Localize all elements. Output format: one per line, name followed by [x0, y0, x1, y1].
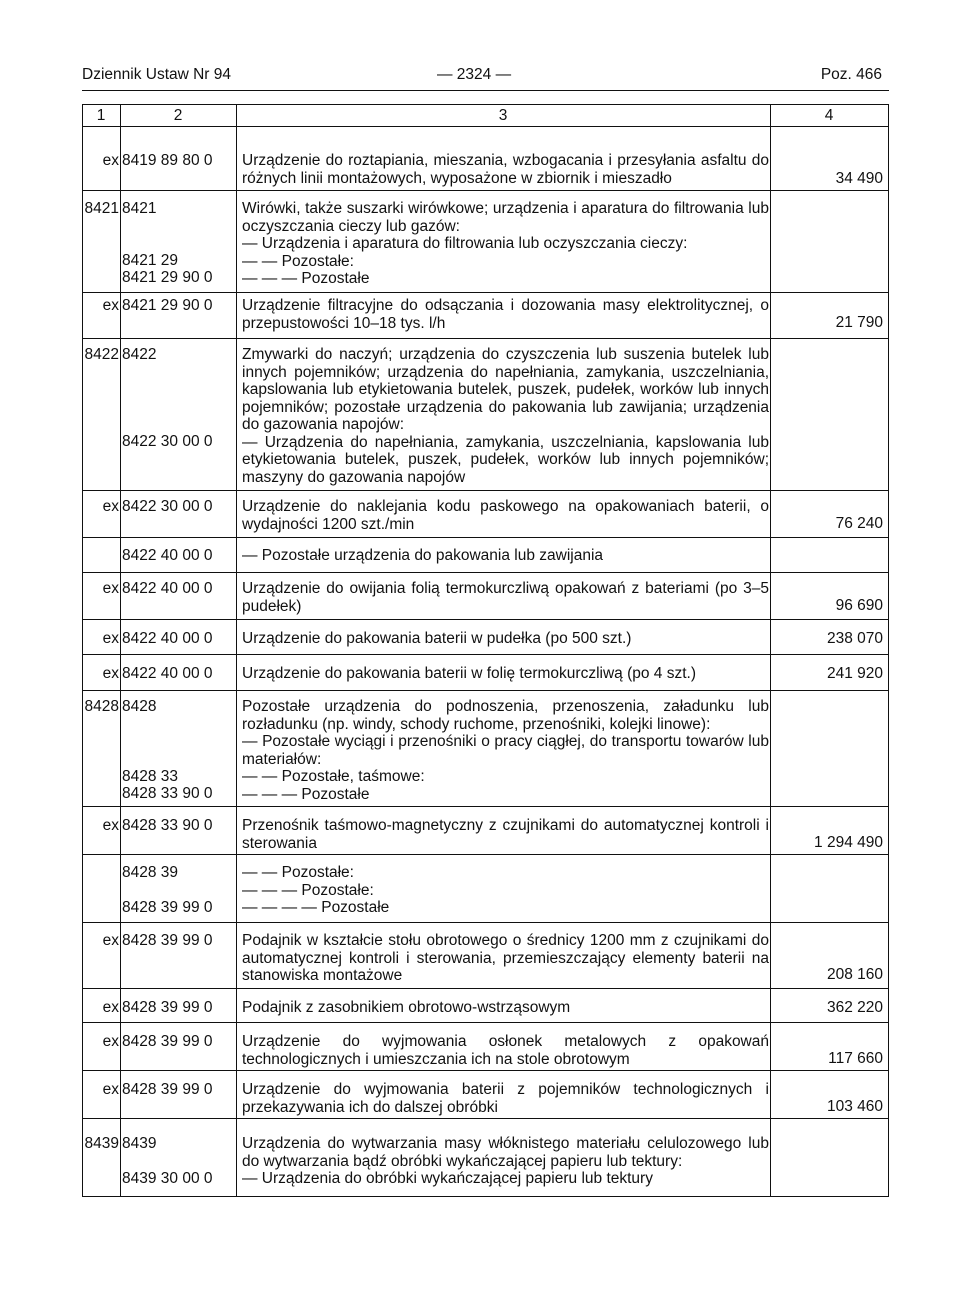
ex-marker: ex [102, 932, 119, 949]
description: Urządzenie filtracyjne do odsączania i dozowania masy elektrolitycznej, o przepustowości 10–18 tys. l/h [242, 297, 769, 332]
row-line [82, 190, 889, 191]
row-line [82, 537, 889, 538]
cn-code: 8428 39 99 0 [122, 1033, 213, 1050]
ex-marker: ex [102, 297, 119, 314]
header-bottom-line [82, 126, 889, 127]
col-header-3: 3 [498, 107, 508, 124]
row-line [82, 1070, 889, 1071]
col-header-1: 1 [96, 107, 106, 124]
cn-code: 8422 40 00 0 [122, 630, 213, 647]
row-line [82, 922, 889, 923]
description: — — — Pozostałe [242, 785, 370, 803]
col-line [770, 104, 771, 1197]
description: — Urządzenia i aparatura do filtrowania lub oczyszczania cieczy: [242, 235, 688, 252]
row-line [82, 1022, 889, 1023]
description: — — — — Pozostałe [242, 899, 390, 916]
cn-code: 8428 [122, 698, 157, 715]
cn-code: 8428 39 99 0 [122, 999, 213, 1016]
heading-code: 8428 [84, 698, 119, 715]
item-number: Poz. 466 [820, 66, 882, 83]
description: Pozostałe urządzenia do podnoszenia, przenoszenia, załadunku lub rozładunku (np. windy, schody ruchome, przenośniki, kolejki linowe): [242, 698, 769, 733]
row-line [82, 619, 889, 620]
ex-marker: ex [102, 152, 119, 169]
description: Urządzenie do wyjmowania osłonek metalowych z opakowań technologicznych i umieszczania ich na stole obrotowym [242, 1033, 769, 1068]
cn-code: 8439 30 00 0 [122, 1170, 213, 1187]
quota-value: 117 660 [828, 1050, 883, 1067]
row-line [82, 490, 889, 491]
quota-value: 362 220 [826, 999, 883, 1016]
row-line [82, 690, 889, 691]
quota-value: 21 790 [835, 314, 883, 331]
page-number: — 2324 — [437, 66, 512, 83]
row-line [82, 654, 889, 655]
ex-marker: ex [102, 817, 119, 834]
ex-marker: ex [102, 665, 119, 682]
description: Podajnik z zasobnikiem obrotowo-wstrząsowym [242, 999, 571, 1016]
cn-code: 8428 39 [122, 864, 179, 881]
description: — — Pozostałe: [242, 864, 354, 881]
row-line [82, 854, 889, 855]
quota-value: 238 070 [826, 630, 883, 647]
tariff-table [82, 104, 889, 1197]
cn-code: 8428 39 99 0 [122, 932, 213, 949]
ex-marker: ex [102, 580, 119, 597]
col-header-2: 2 [173, 107, 183, 124]
cn-code: 8421 29 90 0 [122, 269, 213, 286]
header-rule [82, 90, 889, 91]
ex-marker: ex [102, 999, 119, 1016]
description: Urządzenie do naklejania kodu paskowego na opakowaniach baterii, o wydajności 1200 szt./min [242, 498, 769, 533]
row-line [82, 292, 889, 293]
row-line [82, 572, 889, 573]
col-line [120, 104, 121, 1197]
row-line [82, 988, 889, 989]
cn-code: 8421 [122, 200, 157, 217]
description: — — Pozostałe, taśmowe: [242, 768, 425, 785]
cn-code: 8422 40 00 0 [122, 665, 213, 682]
journal-title: Dziennik Ustaw Nr 94 [82, 66, 232, 83]
ex-marker: ex [102, 498, 119, 515]
description: Urządzenie do owijania folią termokurczliwą opakowań z bateriami (po 3–5 pudełek) [242, 580, 769, 615]
cn-code: 8439 [122, 1135, 157, 1152]
description: — Urządzenia do napełniania, zamykania, uszczelniania, kapslowania lub etykietowania butelek, puszek, pudełek, worków lub innych pojemników; maszyny do gazowania napojów [242, 433, 769, 486]
cn-code: 8422 [122, 346, 157, 363]
quota-value: 241 920 [826, 665, 883, 682]
quota-value: 76 240 [835, 515, 883, 532]
ex-marker: ex [102, 1033, 119, 1050]
row-line [82, 806, 889, 807]
ex-marker: ex [102, 630, 119, 647]
description: Urządzenie do pakowania baterii w pudełka (po 500 szt.) [242, 630, 632, 647]
cn-code: 8428 39 99 0 [122, 1081, 213, 1098]
cn-code: 8422 40 00 0 [122, 547, 213, 564]
quota-value: 208 160 [826, 966, 883, 983]
description: Urządzenie do roztapiania, mieszania, wzbogacania i przesyłania asfaltu do różnych linii montażowych, wyposażone w zbiornik i mieszadło [242, 152, 769, 187]
ex-marker: ex [102, 1081, 119, 1098]
cn-code: 8428 33 [122, 768, 179, 785]
table-top-line [82, 104, 889, 105]
description: Urządzenia do wytwarzania masy włóknistego materiału celulozowego lub do wytwarzania bądź obróbki wykańczającej papieru lub tektury: [242, 1135, 769, 1170]
quota-value: 103 460 [826, 1098, 883, 1115]
quota-value: 34 490 [835, 170, 883, 187]
description: Zmywarki do naczyń; urządzenia do czyszczenia lub suszenia butelek lub innych pojemników; urządzenia do napełniania, zamykania, uszczelniania, kapslowania lub etykietowania butelek, puszek, pudełek, worków lub innych pojemników; pozostałe urządzenia do pakowania lub zawijania; urządzenia do gazowania napojów: [242, 346, 769, 433]
description: Wirówki, także suszarki wirówkowe; urządzenia i aparatura do filtrowania lub oczyszczania cieczy lub gazów: [242, 200, 769, 235]
cn-code: 8419 89 80 0 [122, 152, 213, 169]
description: Urządzenie do wyjmowania baterii z pojemników technologicznych i przekazywania ich do dalszej obróbki [242, 1081, 769, 1116]
row-line [82, 338, 889, 339]
quota-value: 96 690 [835, 597, 883, 614]
cn-code: 8422 40 00 0 [122, 580, 213, 597]
running-header [82, 66, 882, 88]
heading-code: 8439 [84, 1135, 119, 1152]
description: — Pozostałe urządzenia do pakowania lub zawijania [242, 547, 604, 564]
cn-code: 8422 30 00 0 [122, 498, 213, 515]
col-header-4: 4 [824, 107, 834, 124]
description: — — — Pozostałe: [242, 881, 374, 899]
cn-code: 8422 30 00 0 [122, 433, 213, 450]
table-bottom-line [82, 1196, 889, 1197]
description: Podajnik w kształcie stołu obrotowego o średnicy 1200 mm z czujnikami do automatycznej kontroli i sterowania, przemieszczający elementy baterii na stanowiska montażowe [242, 932, 769, 984]
cn-code: 8421 29 90 0 [122, 297, 213, 314]
cn-code: 8428 33 90 0 [122, 785, 213, 802]
description: — — — Pozostałe [242, 270, 370, 287]
description: — Urządzenia do obróbki wykańczającej papieru lub tektury [242, 1170, 653, 1187]
description: Przenośnik taśmowo-magnetyczny z czujnikami do automatycznej kontroli i sterowania [242, 817, 769, 852]
description: Urządzenie do pakowania baterii w folię termokurczliwą (po 4 szt.) [242, 665, 697, 682]
cn-code: 8428 39 99 0 [122, 899, 213, 916]
row-line [82, 1118, 889, 1119]
heading-code: 8421 [84, 200, 119, 217]
description: — — Pozostałe: [242, 252, 354, 270]
description: — Pozostałe wyciągi i przenośniki o pracy ciągłej, do transportu towarów lub materiałów: [242, 733, 769, 768]
cn-code: 8428 33 90 0 [122, 817, 213, 834]
cn-code: 8421 29 [122, 252, 179, 269]
col-line [888, 104, 889, 1197]
quota-value: 1 294 490 [814, 834, 883, 851]
col-line [236, 104, 237, 1197]
heading-code: 8422 [84, 346, 119, 363]
